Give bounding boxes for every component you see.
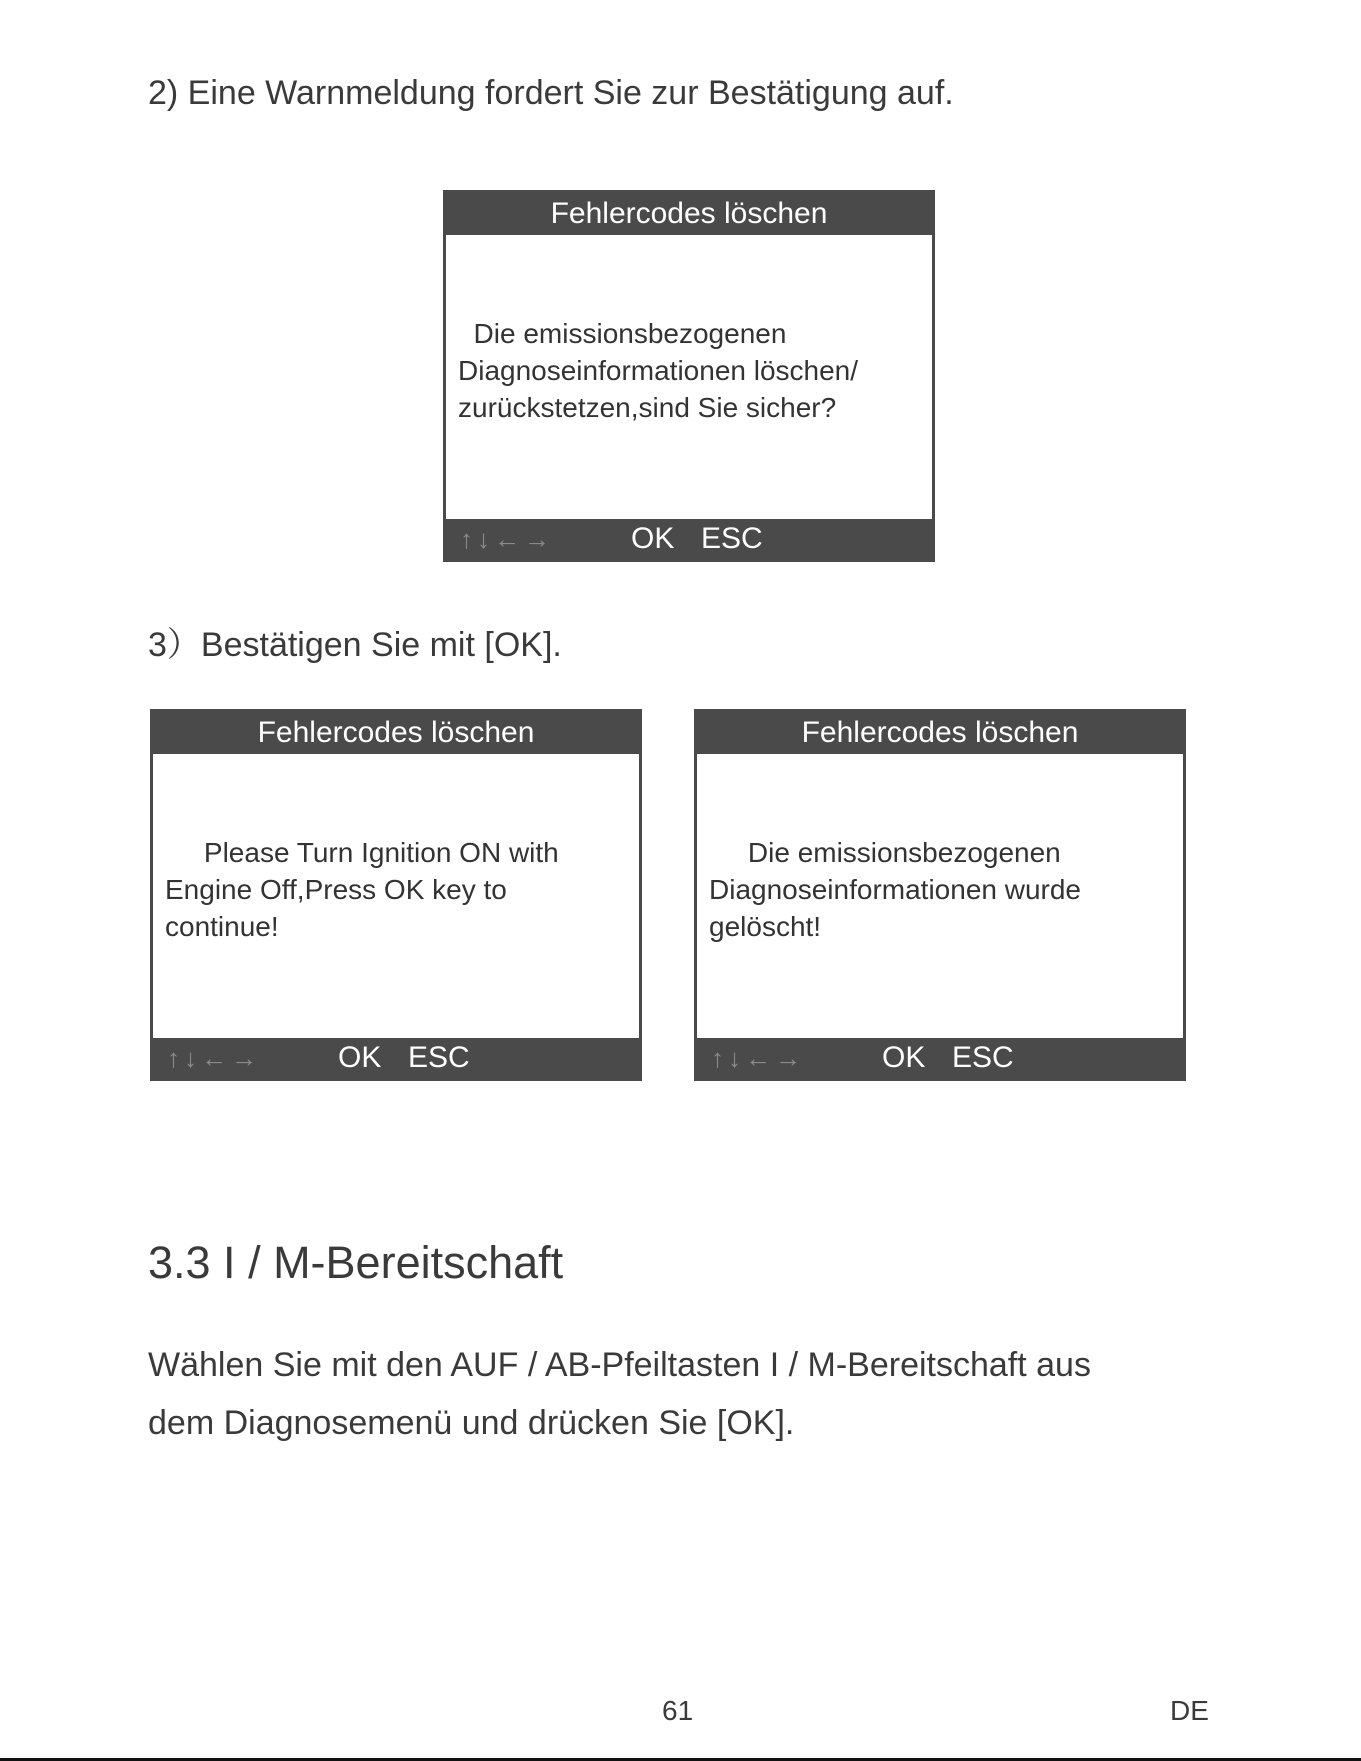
arrow-left-icon: ← <box>494 524 524 554</box>
arrow-up-icon: ↑ <box>167 1043 184 1073</box>
screen-message <box>165 834 631 945</box>
esc-key-label: ESC <box>701 522 763 555</box>
message-line: Die emissionsbezogenen <box>709 837 1061 868</box>
arrow-right-icon: → <box>524 524 554 554</box>
screen-footer <box>697 1038 1183 1078</box>
step-2-text: 2) Eine Warnmeldung fordert Sie zur Bestätigung auf. <box>148 74 954 112</box>
navigation-arrows <box>167 1042 261 1074</box>
message-line: continue! <box>165 911 279 942</box>
message-line: gelöscht! <box>709 911 822 942</box>
screen-footer <box>153 1038 639 1078</box>
section-heading: 3.3 I / M-Bereitschaft <box>148 1237 564 1288</box>
screen-title: Fehlercodes löschen <box>446 193 932 235</box>
message-line: Die emissionsbezogenen <box>458 318 787 349</box>
paragraph-line: dem Diagnosemenü und drücken Sie [OK]. <box>148 1404 795 1442</box>
esc-key-label: ESC <box>408 1041 470 1074</box>
message-line: Diagnoseinformationen löschen/ <box>458 355 859 386</box>
screen-message <box>458 315 924 426</box>
ok-key-label: OK <box>338 1041 382 1074</box>
navigation-arrows <box>460 523 554 555</box>
arrow-up-icon: ↑ <box>460 524 477 554</box>
arrow-down-icon: ↓ <box>728 1043 745 1073</box>
language-code: DE <box>1170 1695 1209 1726</box>
screen-confirm-delete <box>443 190 935 562</box>
arrow-down-icon: ↓ <box>477 524 494 554</box>
ok-key-label: OK <box>631 522 675 555</box>
ok-key-label: OK <box>882 1041 926 1074</box>
arrow-up-icon: ↑ <box>711 1043 728 1073</box>
message-line: Please Turn Ignition ON with <box>165 837 559 868</box>
arrow-down-icon: ↓ <box>184 1043 201 1073</box>
esc-key-label: ESC <box>952 1041 1014 1074</box>
step-3-text: 3）Bestätigen Sie mit [OK]. <box>148 626 562 664</box>
page-number: 61 <box>662 1695 694 1726</box>
screen-ignition-prompt <box>150 709 642 1081</box>
message-line: Diagnoseinformationen wurde <box>709 874 1081 905</box>
screen-deleted-confirmation <box>694 709 1186 1081</box>
arrow-right-icon: → <box>231 1043 261 1073</box>
screen-title: Fehlercodes löschen <box>697 712 1183 754</box>
message-line: zurückstetzen,sind Sie sicher? <box>458 392 837 423</box>
arrow-left-icon: ← <box>201 1043 231 1073</box>
screen-title: Fehlercodes löschen <box>153 712 639 754</box>
arrow-left-icon: ← <box>745 1043 775 1073</box>
message-line: Engine Off,Press OK key to <box>165 874 507 905</box>
paragraph-line: Wählen Sie mit den AUF / AB-Pfeiltasten I / M-Bereitschaft aus <box>148 1346 1091 1384</box>
screen-message <box>709 834 1175 945</box>
arrow-right-icon: → <box>775 1043 805 1073</box>
section-paragraph <box>148 1336 1091 1452</box>
screen-footer <box>446 519 932 559</box>
navigation-arrows <box>711 1042 805 1074</box>
